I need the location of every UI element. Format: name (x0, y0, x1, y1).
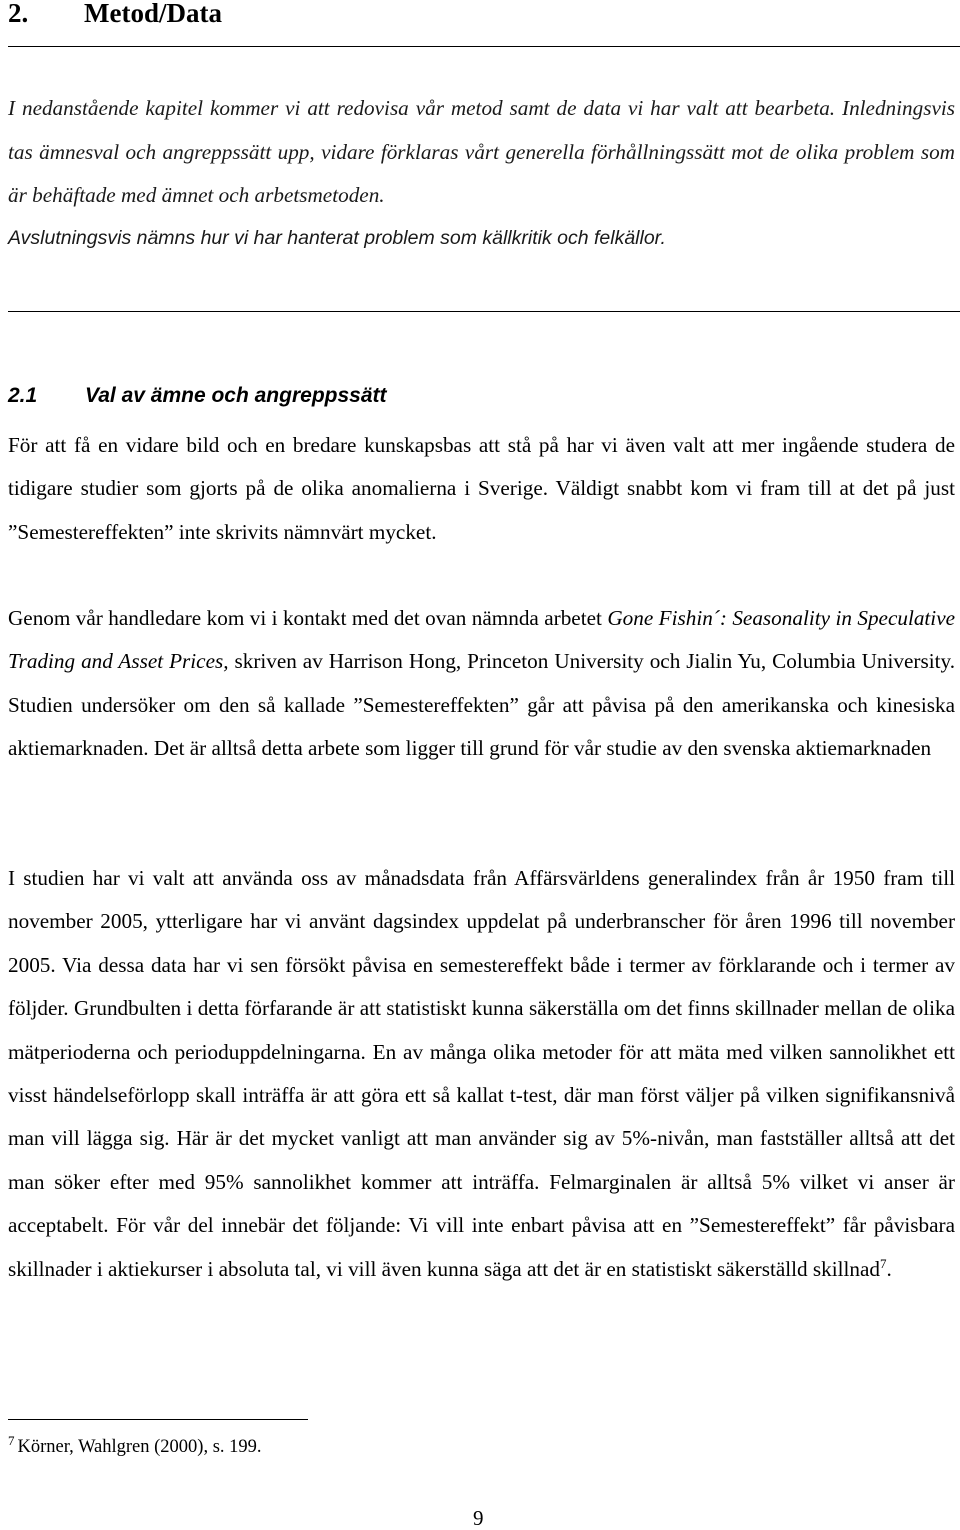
paragraph-1: För att få en vidare bild och en bredare kunskapsbas att stå på har vi även valt att mer ingående studera de tidigare studier som gjorts på de olika anomalierna i Sverige. Väldigt snabbt kom vi fram till at det på just ”Semestereffekten” inte skrivits nämnvärt mycket. (8, 433, 955, 544)
footnote-rule (8, 1419, 308, 1420)
footnote-text: Körner, Wahlgren (2000), s. 199. (17, 1437, 262, 1457)
paragraph-2 (8, 597, 955, 771)
paragraph-3-end: . (886, 1256, 892, 1281)
footnote-reference[interactable]: 7 (880, 1255, 887, 1271)
chapter-number: 2. (8, 0, 29, 28)
cited-work-title: Gone Fishin´: Seasonality in Speculative Trading and Asset Prices, (8, 606, 955, 674)
page-number: 9 (473, 1506, 484, 1530)
paragraph-3-text: I studien har vi valt att använda oss av månadsdata från Affärsvärldens generalindex från år 1950 fram till november 2005, ytterligare har vi använt dagsindex uppdelat på underbranscher för åren 1996 till november 2005. Via dessa data har vi sen försökt påvisa en semestereffekt både i termer av förklarande och i termer av följder. Grundbulten i detta förfarande är att statistiskt kunna säkerställa om det finns skillnader mellan de olika mätperioderna och perioduppdelningarna. En av många olika metoder för att mäta med vilken sannolikhet ett visst händelseförlopp skall inträffa är att göra ett så kallat t-test, där man först väljer på vilken signifikansnivå man vill lägga sig. Här är det mycket vanligt att man använder sig av 5%-nivån, man fastställer alltså att det man söker efter med 95% sannolikhet kommer att inträffa. Felmarginalen är alltså 5% vilket vi anser är acceptabelt. För vår del innebär det följande: Vi vill inte enbart påvisa att en ”Semestereffekt” får påvisbara skillnader i aktiekurser i absoluta tal, vi vill även kunna säga att det är en statistiskt säkerställd skillnad (8, 866, 955, 1281)
heading-rule (8, 46, 960, 47)
chapter-intro: I nedanstående kapitel kommer vi att redovisa vår metod samt de data vi har valt att bearbeta. Inledningsvis tas ämnesval och angreppssätt upp, vidare förklaras vårt generella förhållningssätt mot de olika problem som är behäftade med ämnet och arbetsmetoden. (8, 96, 955, 207)
paragraph-2-intro: Genom vår handledare kom vi i kontakt med det ovan nämnda arbetet (8, 606, 608, 630)
section-heading (8, 379, 387, 413)
chapter-intro-last-line: Avslutningsvis nämns hur vi har hanterat problem som källkritik och felkällor. (8, 227, 666, 249)
section-number: 2.1 (8, 384, 38, 407)
section-title: Val av ämne och angreppssätt (85, 384, 387, 407)
footnote (8, 1434, 262, 1460)
chapter-heading (8, 0, 222, 30)
paragraph-2-rest: skriven av Harrison Hong, Princeton University och Jialin Yu, Columbia University. Studien undersöker om den så kallade ”Semestereffekten” går att påvisa på den amerikanska och kinesiska aktiemarknaden. Det är alltså detta arbete som ligger till grund för vår studie av den svenska aktiemarknaden (8, 649, 955, 761)
footnote-marker: 7 (8, 1432, 15, 1448)
paragraph-3 (8, 857, 955, 1291)
chapter-title: Metod/Data (84, 0, 222, 28)
intro-rule (8, 311, 960, 312)
